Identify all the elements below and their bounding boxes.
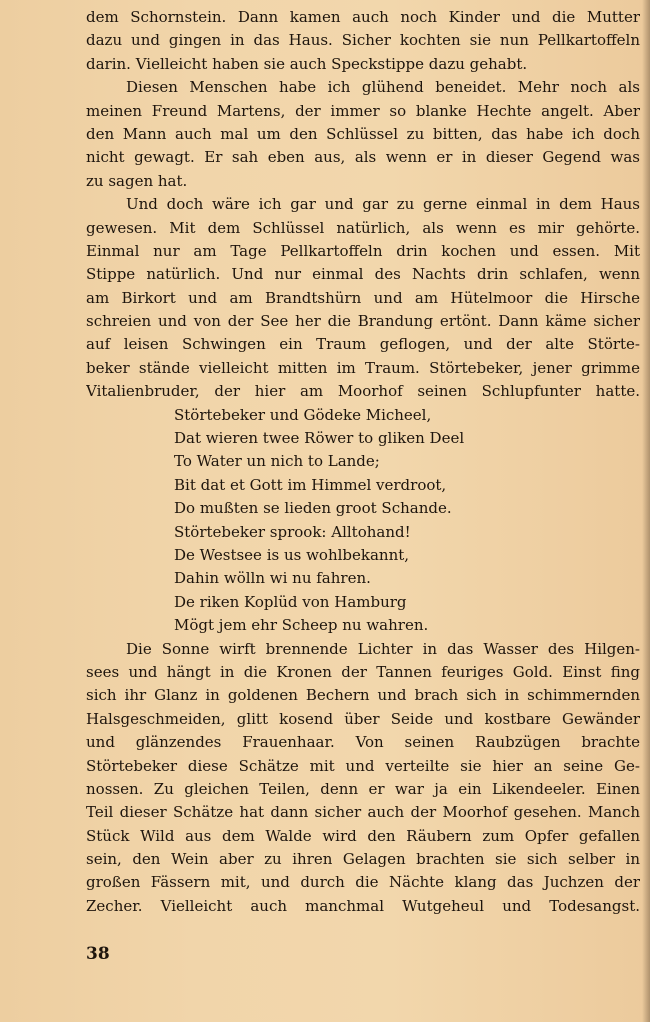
verse-line: Störtebeker und Gödeke Micheel, xyxy=(174,405,432,424)
text-line: sich ihr Glanz in goldenen Bechern und brach sich in schimmernden xyxy=(86,686,640,705)
text-line: Stippe natürlich. Und nur einmal des Nachts drin schlafen, wenn xyxy=(86,265,640,284)
body-text xyxy=(86,6,640,918)
text-line: am Birkort und am Brandtshürn und am Hütelmoor die Hirsche xyxy=(86,288,640,307)
text-line: meinen Freund Martens, der immer so blanke Hechte angelt. Aber xyxy=(86,101,640,120)
text-line: sein, den Wein aber zu ihren Gelagen brachten sie sich selber in xyxy=(86,850,640,869)
page-edge-shadow xyxy=(642,0,650,1022)
verse-line: Störtebeker sprook: Alltohand! xyxy=(174,522,411,541)
verse-line: Mögt jem ehr Scheep nu wahren. xyxy=(174,616,429,635)
verse-line: De Westsee is us wohlbekannt, xyxy=(174,545,410,564)
verse-line: To Water un nich to Lande; xyxy=(174,452,380,471)
text-line: und glänzendes Frauenhaar. Von seinen Raubzügen brachte xyxy=(86,733,640,752)
text-line: Stück Wild aus dem Walde wird den Räubern zum Opfer gefallen xyxy=(86,826,640,845)
verse-line: Dat wieren twee Röwer to gliken Deel xyxy=(174,429,465,448)
text-line: dem Schornstein. Dann kamen auch noch Kinder und die Mutter xyxy=(86,8,640,26)
text-line: darin. Vielleicht haben sie auch Speckstippe dazu gehabt. xyxy=(86,54,528,73)
text-line: Die Sonne wirft brennende Lichter in das Wasser des Hilgen- xyxy=(126,639,640,658)
text-line: Teil dieser Schätze hat dann sicher auch der Moorhof gesehen. Manch xyxy=(86,803,640,822)
text-line: Halsgeschmeiden, glitt kosend über Seide und kostbare Gewänder xyxy=(86,709,640,728)
text-line: Vitalienbruder, der hier am Moorhof seinen Schlupfunter hatte. xyxy=(86,382,640,401)
verse-line: Do mußten se lieden groot Schande. xyxy=(174,499,452,518)
text-line: dazu und gingen in das Haus. Sicher kochten sie nun Pellkartoffeln xyxy=(86,31,640,50)
page-number: 38 xyxy=(86,944,110,964)
text-line: nossen. Zu gleichen Teilen, denn er war ja ein Likendeeler. Einen xyxy=(86,779,640,798)
text-line: Störtebeker diese Schätze mit und verteilte sie hier an seine Ge- xyxy=(86,756,640,775)
text-line: schreien und von der See her die Brandung ertönt. Dann käme sicher xyxy=(86,312,640,331)
text-line: den Mann auch mal um den Schlüssel zu bitten, das habe ich doch xyxy=(86,124,640,143)
verse-line: De riken Koplüd von Hamburg xyxy=(174,592,407,611)
text-line: zu sagen hat. xyxy=(86,171,188,190)
verse-line: Dahin wölln wi nu fahren. xyxy=(174,569,371,588)
text-line: auf leisen Schwingen ein Traum geflogen, und der alte Störte- xyxy=(86,335,640,354)
text-line: Einmal nur am Tage Pellkartoffeln drin kochen und essen. Mit xyxy=(86,241,640,260)
text-line: Zecher. Vielleicht auch manchmal Wutgeheul und Todesangst. xyxy=(86,896,640,915)
text-line: Diesen Menschen habe ich glühend beneidet. Mehr noch als xyxy=(126,78,640,97)
verse-line: Bit dat et Gott im Himmel verdroot, xyxy=(174,475,447,494)
text-line: nicht gewagt. Er sah eben aus, als wenn er in dieser Gegend was xyxy=(86,148,640,167)
text-line: großen Fässern mit, und durch die Nächte klang das Juchzen der xyxy=(86,873,640,892)
text-line: gewesen. Mit dem Schlüssel natürlich, als wenn es mir gehörte. xyxy=(86,218,640,237)
text-line: beker stände vielleicht mitten im Traum. Störtebeker, jener grimme xyxy=(86,358,640,377)
text-line: sees und hängt in die Kronen der Tannen feuriges Gold. Einst fing xyxy=(86,662,640,681)
text-line: Und doch wäre ich gar und gar zu gerne einmal in dem Haus xyxy=(126,195,640,214)
